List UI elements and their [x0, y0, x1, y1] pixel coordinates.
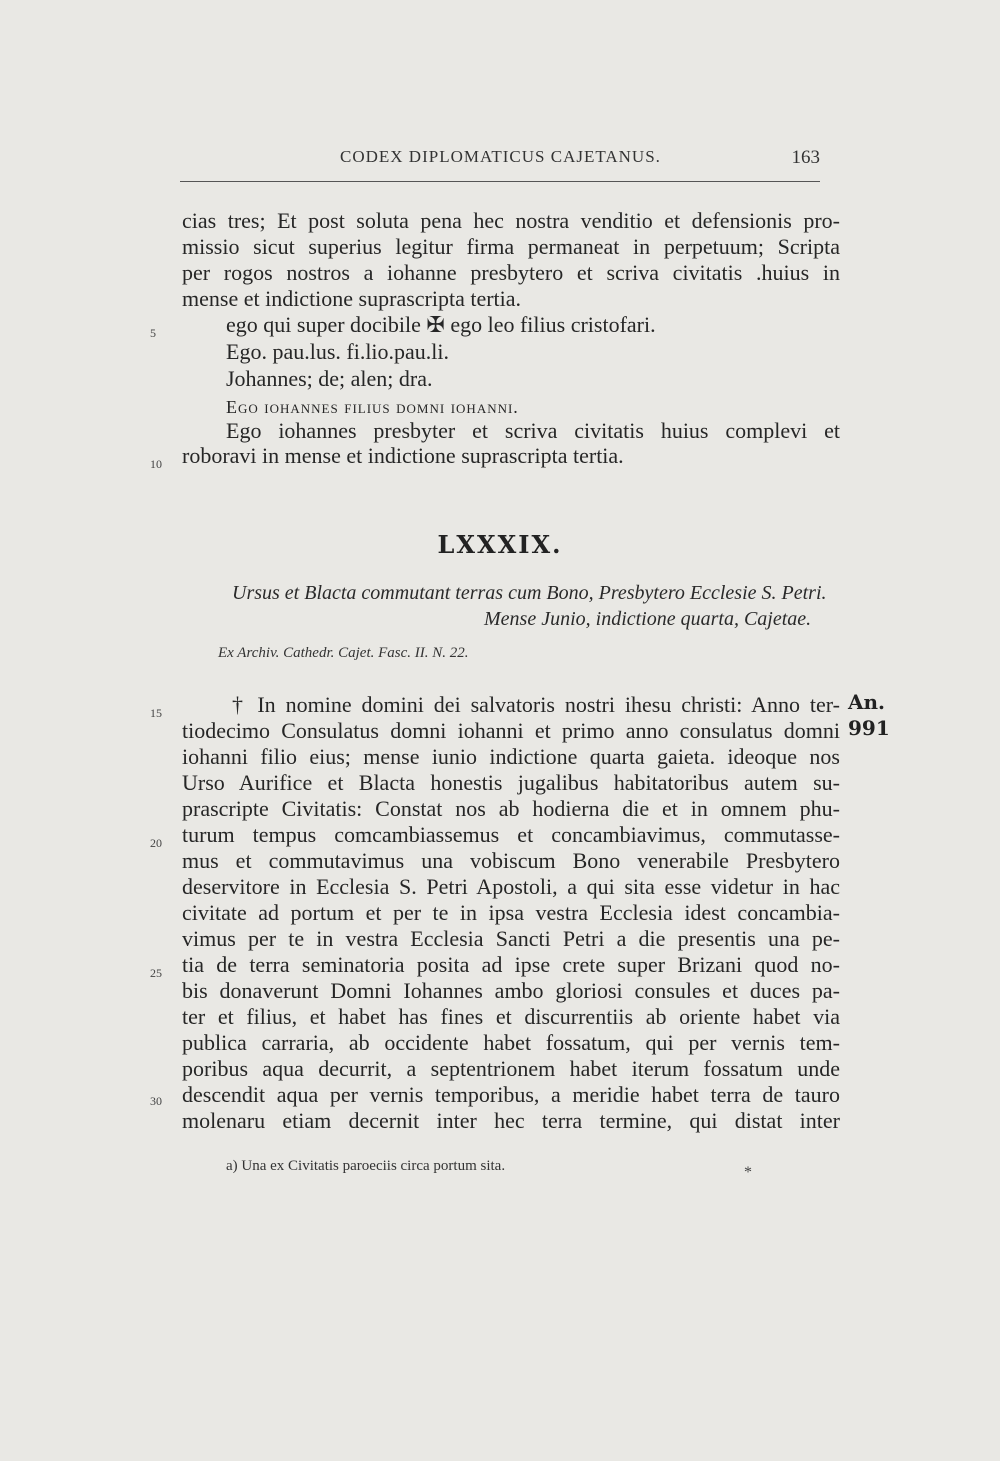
line-number: 20: [150, 836, 162, 850]
line-number: 15: [150, 706, 162, 720]
text-line: civitate ad portum et per te in ipsa vestra Ecclesia idest concambia-: [182, 900, 840, 925]
document-number: LXXXIX.: [437, 530, 563, 559]
text-line: tia de terra seminatoria posita ad ipse crete super Brizani quod no-: [182, 952, 840, 977]
signature-text: Ego iohannes filius domni iohanni.: [226, 397, 519, 417]
text-line: Urso Aurifice et Blacta honestis jugalibus habitatoribus autem su-: [182, 770, 840, 795]
text-line: turum tempus comcambiassemus et concambiavimus, commutasse-: [182, 822, 840, 847]
signature-line: [226, 312, 826, 338]
text-line: vimus per te in vestra Ecclesia Sancti Petri a die presentis una pe-: [182, 926, 840, 951]
text-line: iohanni filio eius; mense iunio indictione quarta gaieta. ideoque nos: [182, 744, 840, 769]
line-number: 30: [150, 1094, 162, 1108]
text-line: prascripte Civitatis: Constat nos ab hodierna die et in omnem phu-: [182, 796, 840, 821]
document-date: Mense Junio, indictione quarta, Cajetae.: [484, 608, 812, 630]
text-line: molenaru etiam decernit inter hec terra termine, qui distat inter: [182, 1108, 840, 1133]
header-rule: [180, 181, 820, 182]
running-title: CODEX DIPLOMATICUS CAJETANUS.: [340, 147, 661, 166]
signature-text: Ego iohannes presbyter et scriva civitatis huius complevi et: [226, 418, 840, 443]
signature-asterisk: *: [744, 1164, 752, 1181]
signature-text: ego qui super docibile ✠ ego leo filius cristofari.: [226, 312, 656, 337]
footnote: a) Una ex Civitatis paroeciis circa portum sita.: [226, 1158, 506, 1174]
text-line: mus et commutavimus una vobiscum Bono venerabile Presbytero: [182, 848, 840, 873]
document-summary: Ursus et Blacta commutant terras cum Bono, Presbytero Ecclesie S. Petri.: [232, 582, 827, 604]
text-line: per rogos nostros a iohanne presbytero et scriva civitatis .huius in: [182, 260, 840, 285]
margin-year: 991: [848, 716, 890, 740]
signature-line: [226, 339, 826, 365]
signature-line: [226, 366, 826, 392]
text-line: mense et indictione suprascripta tertia.: [182, 286, 522, 311]
line-number: 10: [150, 457, 162, 471]
page-number: 163: [791, 147, 820, 168]
text-line: cias tres; Et post soluta pena hec nostra venditio et defensionis pro-: [182, 208, 840, 233]
text-line: roboravi in mense et indictione suprascripta tertia.: [182, 443, 624, 468]
page-header: [180, 147, 820, 177]
signature-line: [226, 393, 826, 420]
text-line: publica carraria, ab occidente habet fossatum, qui per vernis tem-: [182, 1030, 840, 1055]
text-line: † In nomine domini dei salvatoris nostri ihesu christi: Anno ter-: [232, 692, 840, 717]
margin-year-label: An.: [848, 690, 886, 714]
signature-text: Ego. pau.lus. fi.lio.pau.li.: [226, 339, 450, 364]
signature-text: Johannes; de; alen; dra.: [226, 366, 433, 391]
text-line: tiodecimo Consulatus domni iohanni et primo anno consulatus domni: [182, 718, 840, 743]
text-line: ter et filius, et habet has fines et discurrentiis ab oriente habet via: [182, 1004, 840, 1029]
archive-reference: Ex Archiv. Cathedr. Cajet. Fasc. II. N. 22.: [218, 645, 469, 661]
text-line: descendit aqua per vernis temporibus, a meridie habet terra de tauro: [182, 1082, 840, 1107]
text-line: deservitore in Ecclesia S. Petri Apostoli, a qui sita esse videtur in hac: [182, 874, 840, 899]
line-number: 5: [150, 326, 156, 340]
text-line: poribus aqua decurrit, a septentrionem habet iterum fossatum unde: [182, 1056, 840, 1081]
line-number: 25: [150, 966, 162, 980]
signature-line: [226, 418, 840, 444]
text-line: missio sicut superius legitur firma permaneat in perpetuum; Scripta: [182, 234, 840, 259]
text-line: bis donaverunt Domni Iohannes ambo gloriosi consules et duces pa-: [182, 978, 840, 1003]
